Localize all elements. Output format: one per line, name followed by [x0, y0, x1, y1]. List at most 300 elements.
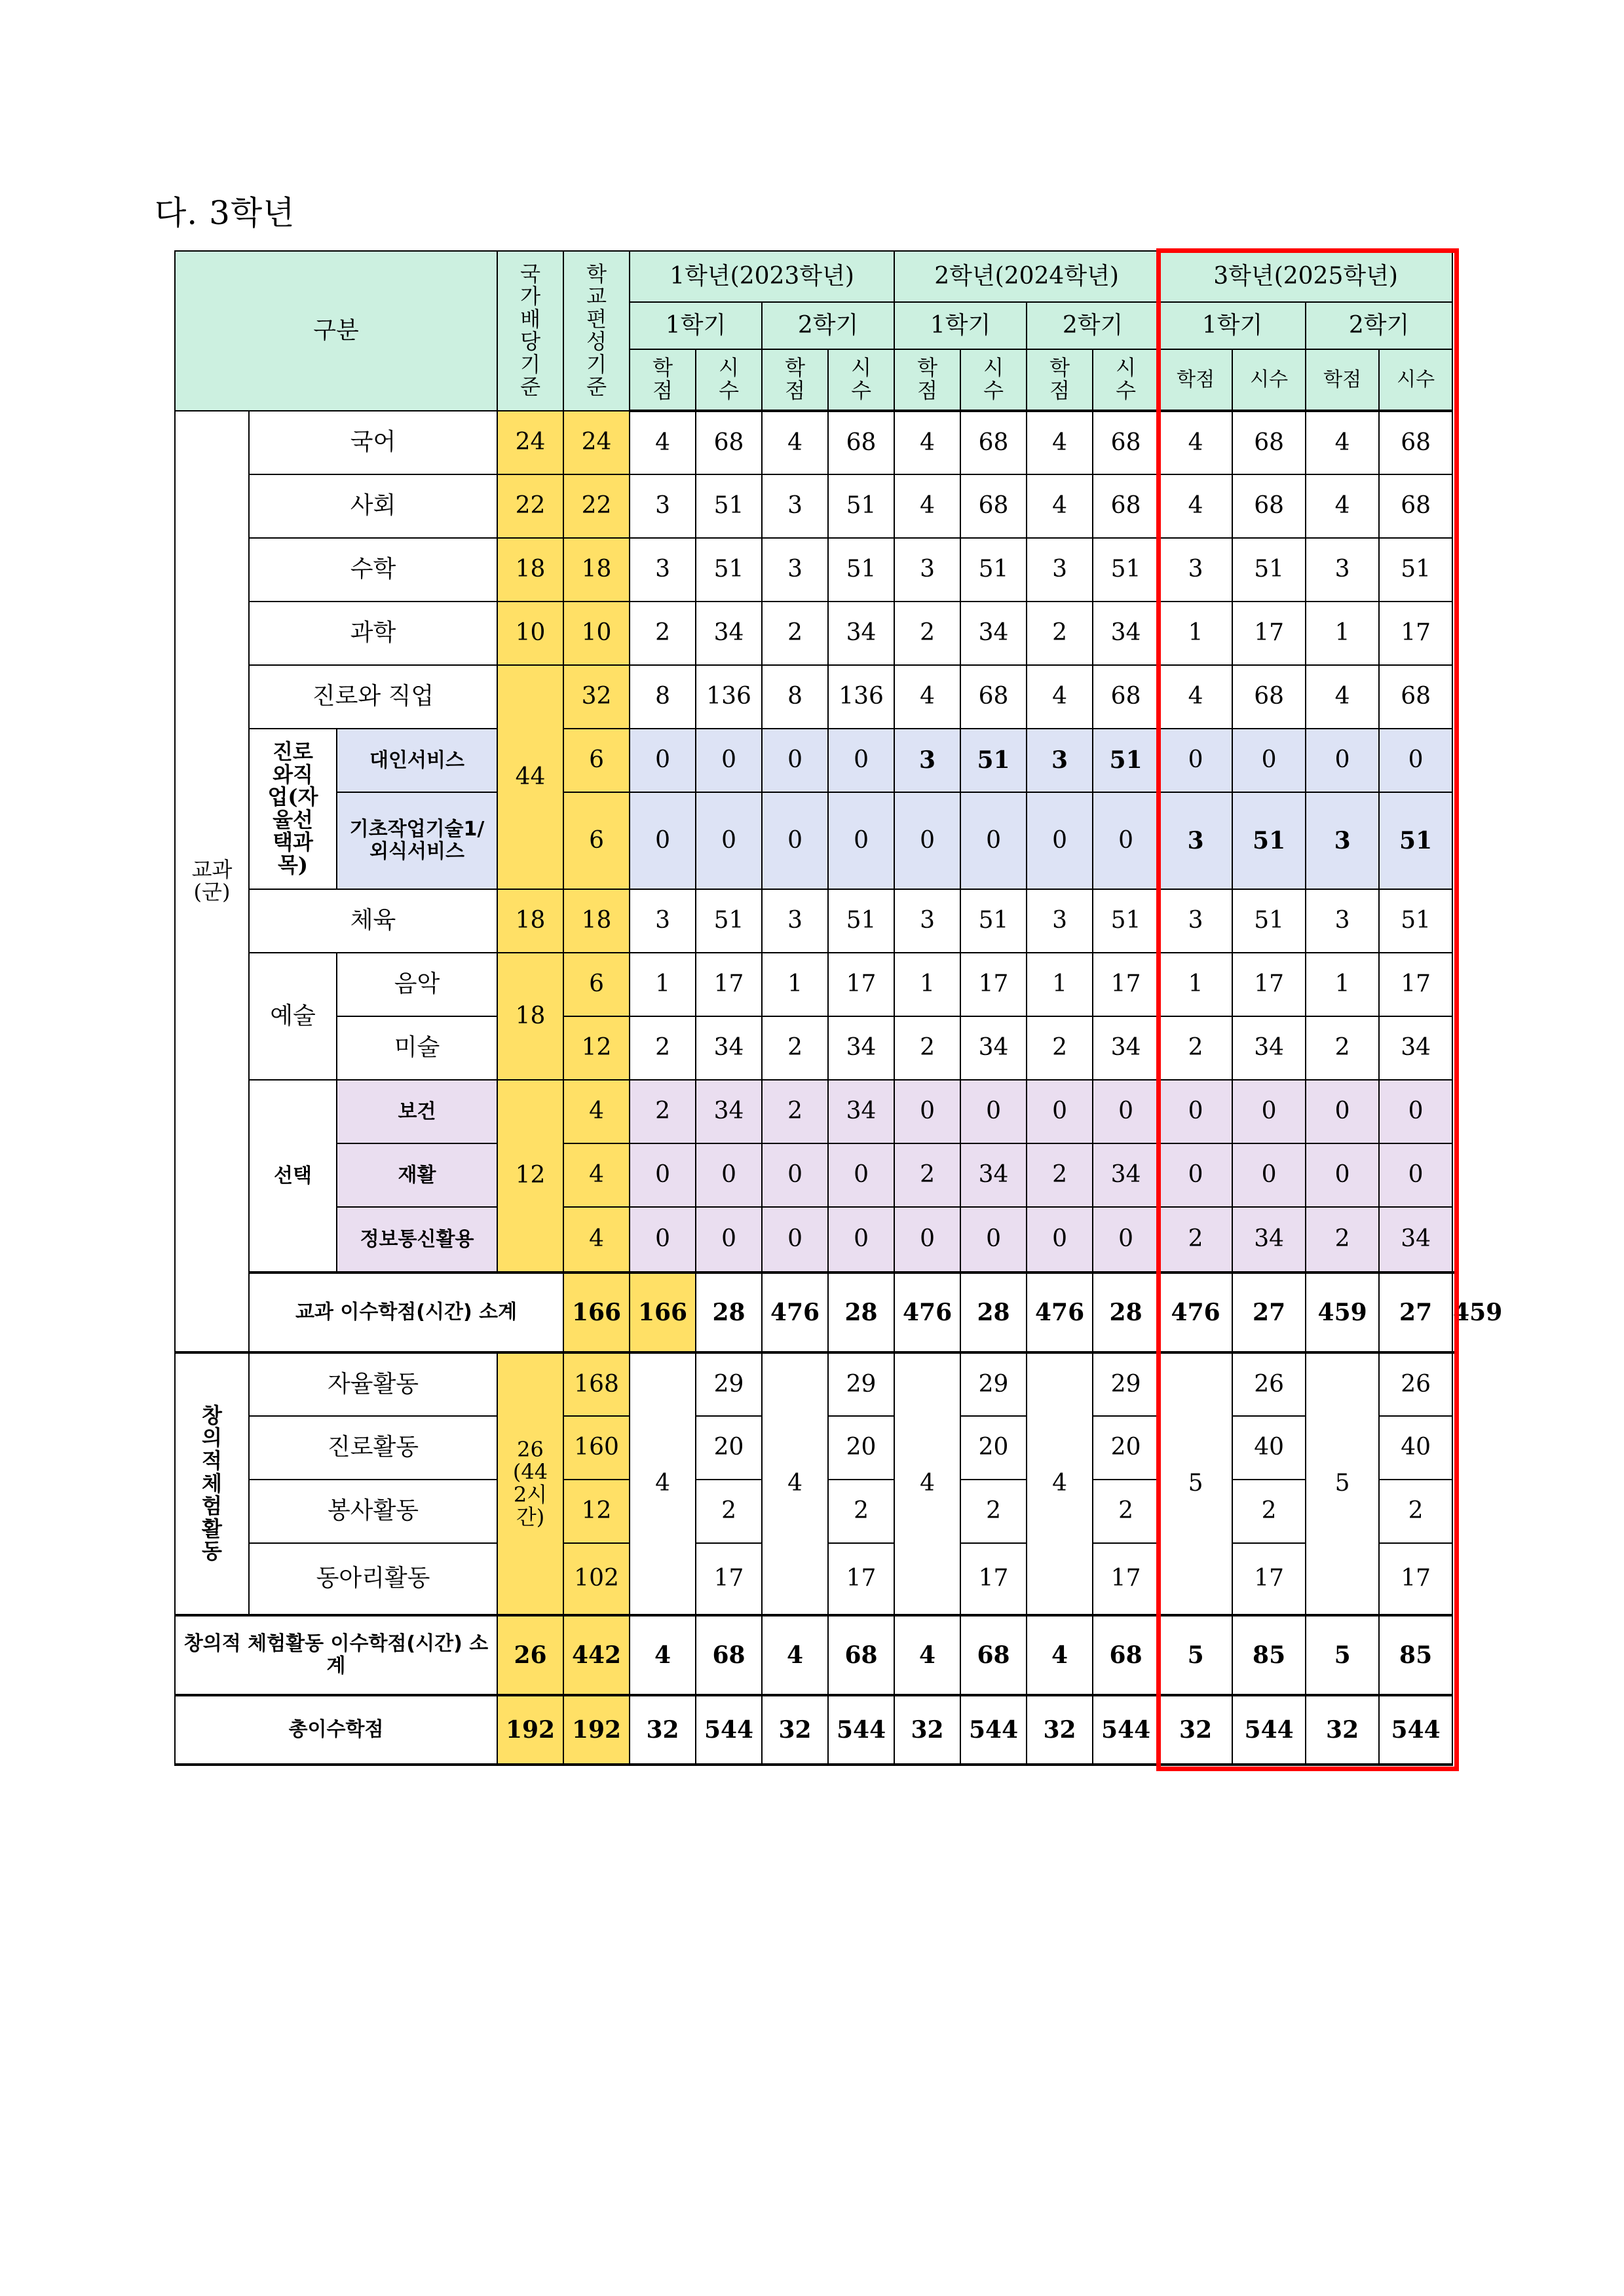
- hours-cell: 0: [828, 729, 894, 792]
- credit-cell: 0: [1027, 1207, 1093, 1272]
- hours-cell: 136: [696, 665, 762, 729]
- credit-cell: 4: [630, 411, 696, 474]
- hours-cell: 17: [960, 953, 1027, 1016]
- credit-cell: 4: [1159, 665, 1232, 729]
- hours-cell: 0: [828, 1207, 894, 1272]
- row-label: 봉사활동: [249, 1480, 497, 1543]
- national-cell: 22: [497, 474, 563, 538]
- hours-cell: 0: [1232, 1080, 1306, 1143]
- hours-cell: 51: [1379, 889, 1452, 953]
- school-cell: 4: [563, 1143, 630, 1207]
- header-school-standard: 학교편성기준: [563, 251, 630, 411]
- group-arts: 예술: [249, 953, 337, 1080]
- hours-cell: 0: [960, 1080, 1027, 1143]
- hours-cell: 68: [1093, 411, 1159, 474]
- credit-cell: 3: [1159, 538, 1232, 602]
- credit-cell: 2: [894, 602, 960, 665]
- credit-cell: 5: [1306, 1352, 1379, 1615]
- hours-cell: 34: [1379, 1016, 1452, 1080]
- credit-cell: 3: [762, 474, 828, 538]
- hours-cell: 29: [960, 1352, 1027, 1416]
- credit-cell: 0: [762, 792, 828, 889]
- hours-cell: 544: [828, 1695, 894, 1765]
- hours-cell: 0: [1093, 792, 1159, 889]
- header-semester: 2학기: [762, 302, 894, 349]
- hours-cell: 51: [696, 474, 762, 538]
- header-category: 구분: [175, 251, 497, 411]
- hours-cell: 0: [1379, 729, 1452, 792]
- hours-cell: 0: [1379, 1080, 1452, 1143]
- credit-cell: 4: [894, 665, 960, 729]
- national-cell: 18: [497, 538, 563, 602]
- hours-cell: 17: [1093, 1543, 1159, 1615]
- hours-cell: 2: [1232, 1480, 1306, 1543]
- row-label: 수학: [249, 538, 497, 602]
- table-row: [175, 1207, 1458, 1272]
- credit-cell: 3: [1027, 538, 1093, 602]
- credit-cell: 3: [762, 889, 828, 953]
- credit-cell: 1: [762, 953, 828, 1016]
- credit-cell: 4: [894, 1352, 960, 1615]
- hours-cell: 51: [1093, 889, 1159, 953]
- total-row: [175, 1695, 1458, 1765]
- hours-cell: 34: [696, 1080, 762, 1143]
- subtotal-row: [175, 1272, 1458, 1352]
- credit-cell: 2: [1306, 1016, 1379, 1080]
- row-label: 진로와 직업: [249, 665, 497, 729]
- curriculum-table: [174, 250, 1503, 1766]
- credit-cell: 3: [894, 538, 960, 602]
- credit-cell: 0: [894, 1207, 960, 1272]
- hours-cell: 85: [1232, 1615, 1306, 1695]
- school-cell: 442: [563, 1615, 630, 1695]
- hours-cell: 51: [960, 889, 1027, 953]
- hours-cell: 34: [1232, 1207, 1306, 1272]
- group-elective: 선택: [249, 1080, 337, 1272]
- hours-cell: 51: [828, 538, 894, 602]
- table-row: [175, 602, 1458, 665]
- hours-cell: 17: [1379, 953, 1452, 1016]
- table-row: [175, 665, 1458, 729]
- hours-cell: 0: [1093, 1080, 1159, 1143]
- credit-cell: 2: [762, 1080, 828, 1143]
- table-row: [175, 889, 1458, 953]
- hours-cell: 51: [828, 474, 894, 538]
- national-cell-elective: 12: [497, 1080, 563, 1272]
- hours-cell: 0: [696, 792, 762, 889]
- credit-cell: 4: [630, 1615, 696, 1695]
- row-label: 대인서비스: [337, 729, 497, 792]
- school-cell: 168: [563, 1352, 630, 1416]
- credit-cell: 2: [1306, 1207, 1379, 1272]
- credit-cell: 0: [630, 1143, 696, 1207]
- credit-cell: 2: [1027, 602, 1093, 665]
- credit-cell: 4: [762, 1615, 828, 1695]
- hours-cell: 29: [696, 1352, 762, 1416]
- national-cell: 24: [497, 411, 563, 474]
- header-semester: 2학기: [1027, 302, 1159, 349]
- credit-cell: 4: [1027, 474, 1093, 538]
- hours-cell: 544: [1232, 1695, 1306, 1765]
- hours-cell: 34: [960, 602, 1027, 665]
- hours-cell: 26: [1232, 1352, 1306, 1416]
- hours-cell: 17: [1232, 602, 1306, 665]
- national-cell: 18: [497, 889, 563, 953]
- school-cell: 166: [630, 1272, 696, 1352]
- credit-cell: 4: [1027, 1352, 1093, 1615]
- credit-cell: 1: [1306, 602, 1379, 665]
- hours-cell: 34: [960, 1016, 1027, 1080]
- row-label: 기초작업기술1/ 외식서비스: [337, 792, 497, 889]
- table-row: [175, 474, 1458, 538]
- credit-cell: 3: [894, 729, 960, 792]
- hours-cell: 34: [828, 602, 894, 665]
- table-row: [175, 953, 1458, 1016]
- credit-cell: 32: [762, 1695, 828, 1765]
- credit-cell: 4: [1027, 1615, 1093, 1695]
- row-label: 과학: [249, 602, 497, 665]
- hours-cell: 51: [960, 729, 1027, 792]
- hours-cell: 17: [696, 1543, 762, 1615]
- credit-cell: 2: [1159, 1016, 1232, 1080]
- header-year-1: 1학년(2023학년): [630, 251, 894, 302]
- credit-cell: 2: [630, 602, 696, 665]
- credit-cell: 0: [1027, 792, 1093, 889]
- hours-cell: 17: [828, 953, 894, 1016]
- group-subject: 교과(군): [175, 411, 249, 1352]
- credit-cell: 2: [1159, 1207, 1232, 1272]
- credit-cell: 1: [1159, 602, 1232, 665]
- header-credit: 학점: [762, 349, 828, 411]
- credit-cell: 4: [1306, 411, 1379, 474]
- credit-cell: 0: [1027, 1080, 1093, 1143]
- credit-cell: 4: [630, 1352, 696, 1615]
- creative-row: [175, 1352, 1458, 1416]
- credit-cell: 1: [1306, 953, 1379, 1016]
- school-cell: 12: [563, 1016, 630, 1080]
- header-credit: 학점: [894, 349, 960, 411]
- credit-cell: 2: [630, 1016, 696, 1080]
- school-cell: 10: [563, 602, 630, 665]
- hours-cell: 68: [1232, 474, 1306, 538]
- credit-cell: 3: [1306, 538, 1379, 602]
- credit-cell: 28: [696, 1272, 762, 1352]
- header-credit: 학점: [1306, 349, 1379, 411]
- credit-cell: 0: [1159, 729, 1232, 792]
- national-cell: 26: [497, 1615, 563, 1695]
- hours-cell: 34: [696, 1016, 762, 1080]
- hours-cell: 0: [1232, 729, 1306, 792]
- hours-cell: 68: [1093, 1615, 1159, 1695]
- hours-cell: 0: [696, 729, 762, 792]
- school-cell: 160: [563, 1416, 630, 1480]
- row-label: 자율활동: [249, 1352, 497, 1416]
- credit-cell: 32: [1027, 1695, 1093, 1765]
- credit-cell: 1: [894, 953, 960, 1016]
- row-label: 동아리활동: [249, 1543, 497, 1615]
- credit-cell: 3: [1159, 792, 1232, 889]
- credit-cell: 4: [1027, 665, 1093, 729]
- hours-cell: 40: [1232, 1416, 1306, 1480]
- creative-subtotal-label: 창의적 체험활동 이수학점(시간) 소계: [175, 1615, 497, 1695]
- hours-cell: 68: [1093, 665, 1159, 729]
- hours-cell: 544: [960, 1695, 1027, 1765]
- total-label: 총이수학점: [175, 1695, 497, 1765]
- hours-cell: 26: [1379, 1352, 1452, 1416]
- header-hours: 시수: [1232, 349, 1306, 411]
- hours-cell: 51: [960, 538, 1027, 602]
- credit-cell: 27: [1232, 1272, 1306, 1352]
- hours-cell: 68: [696, 411, 762, 474]
- credit-cell: 0: [1159, 1080, 1232, 1143]
- header-year-3: 3학년(2025학년): [1159, 251, 1452, 302]
- hours-cell: 51: [696, 538, 762, 602]
- credit-cell: 8: [630, 665, 696, 729]
- hours-cell: 2: [696, 1480, 762, 1543]
- hours-cell: 0: [960, 1207, 1027, 1272]
- school-cell: 22: [563, 474, 630, 538]
- credit-cell: 3: [630, 538, 696, 602]
- credit-cell: 0: [630, 792, 696, 889]
- national-cell-arts: 18: [497, 953, 563, 1080]
- hours-cell: 20: [960, 1416, 1027, 1480]
- hours-cell: 68: [1093, 474, 1159, 538]
- credit-cell: 2: [894, 1143, 960, 1207]
- hours-cell: 68: [1379, 411, 1452, 474]
- hours-cell: 68: [960, 1615, 1027, 1695]
- header-semester: 1학기: [1159, 302, 1306, 349]
- group-creative: 창의적체험활동: [175, 1352, 249, 1615]
- header-national-standard: 국가배당기준: [497, 251, 563, 411]
- hours-cell: 2: [960, 1480, 1027, 1543]
- credit-cell: 8: [762, 665, 828, 729]
- credit-cell: 0: [762, 1207, 828, 1272]
- hours-cell: 34: [1093, 1016, 1159, 1080]
- hours-cell: 544: [696, 1695, 762, 1765]
- credit-cell: 0: [894, 792, 960, 889]
- hours-cell: 51: [1232, 889, 1306, 953]
- hours-cell: 20: [828, 1416, 894, 1480]
- hours-cell: 85: [1379, 1615, 1452, 1695]
- national-cell: 192: [497, 1695, 563, 1765]
- credit-cell: 4: [1159, 411, 1232, 474]
- credit-cell: 3: [1027, 729, 1093, 792]
- hours-cell: 17: [696, 953, 762, 1016]
- hours-cell: 0: [1379, 1143, 1452, 1207]
- credit-cell: 3: [1027, 889, 1093, 953]
- hours-cell: 51: [1232, 792, 1306, 889]
- hours-cell: 68: [960, 411, 1027, 474]
- credit-cell: 0: [1306, 1143, 1379, 1207]
- header-year-2: 2학년(2024학년): [894, 251, 1159, 302]
- table-row: [175, 1016, 1458, 1080]
- credit-cell: 0: [762, 729, 828, 792]
- national-cell-creative: 26(442시간): [497, 1352, 563, 1615]
- hours-cell: 2: [828, 1480, 894, 1543]
- hours-cell: 459: [1452, 1272, 1458, 1352]
- school-cell: 6: [563, 729, 630, 792]
- hours-cell: 34: [1093, 1143, 1159, 1207]
- hours-cell: 68: [960, 474, 1027, 538]
- header-semester: 2학기: [1306, 302, 1452, 349]
- national-cell: 10: [497, 602, 563, 665]
- section-heading: 다. 3학년: [155, 194, 295, 232]
- hours-cell: 34: [1379, 1207, 1452, 1272]
- table-row: [175, 729, 1458, 792]
- credit-cell: 4: [762, 411, 828, 474]
- row-label: 사회: [249, 474, 497, 538]
- row-label: 음악: [337, 953, 497, 1016]
- school-cell: 102: [563, 1543, 630, 1615]
- hours-cell: 34: [828, 1016, 894, 1080]
- hours-cell: 476: [1027, 1272, 1093, 1352]
- group-career-elective: 진로와직업(자율선택과목): [249, 729, 337, 889]
- credit-cell: 3: [1306, 889, 1379, 953]
- table-row: [175, 1080, 1458, 1143]
- credit-cell: 5: [1159, 1615, 1232, 1695]
- credit-cell: 0: [894, 1080, 960, 1143]
- hours-cell: 68: [960, 665, 1027, 729]
- header-hours: 시수: [828, 349, 894, 411]
- credit-cell: 27: [1379, 1272, 1452, 1352]
- hours-cell: 544: [1093, 1695, 1159, 1765]
- header-semester: 1학기: [894, 302, 1027, 349]
- hours-cell: 68: [828, 411, 894, 474]
- credit-cell: 0: [630, 729, 696, 792]
- row-label: 체육: [249, 889, 497, 953]
- credit-cell: 2: [1027, 1016, 1093, 1080]
- credit-cell: 5: [1159, 1352, 1232, 1615]
- hours-cell: 51: [1232, 538, 1306, 602]
- credit-cell: 4: [894, 474, 960, 538]
- hours-cell: 40: [1379, 1416, 1452, 1480]
- hours-cell: 0: [696, 1143, 762, 1207]
- row-label: 미술: [337, 1016, 497, 1080]
- row-label: 보건: [337, 1080, 497, 1143]
- header-credit: 학점: [1027, 349, 1093, 411]
- school-cell: 192: [563, 1695, 630, 1765]
- school-cell: 18: [563, 538, 630, 602]
- table-row: [175, 792, 1458, 889]
- hours-cell: 51: [1093, 729, 1159, 792]
- credit-cell: 2: [630, 1080, 696, 1143]
- hours-cell: 17: [1093, 953, 1159, 1016]
- hours-cell: 20: [696, 1416, 762, 1480]
- header-hours: 시수: [960, 349, 1027, 411]
- credit-cell: 28: [1093, 1272, 1159, 1352]
- hours-cell: 51: [1379, 792, 1452, 889]
- header-hours: 시수: [1379, 349, 1452, 411]
- school-cell: 6: [563, 953, 630, 1016]
- credit-cell: 32: [1159, 1695, 1232, 1765]
- row-label: 재활: [337, 1143, 497, 1207]
- hours-cell: 0: [960, 792, 1027, 889]
- credit-cell: 4: [1159, 474, 1232, 538]
- credit-cell: 32: [894, 1695, 960, 1765]
- school-cell: 18: [563, 889, 630, 953]
- credit-cell: 0: [1306, 729, 1379, 792]
- hours-cell: 136: [828, 665, 894, 729]
- header-credit: 학점: [630, 349, 696, 411]
- hours-cell: 2: [1093, 1480, 1159, 1543]
- hours-cell: 17: [960, 1543, 1027, 1615]
- hours-cell: 17: [1379, 602, 1452, 665]
- credit-cell: 0: [1306, 1080, 1379, 1143]
- school-cell: 4: [563, 1207, 630, 1272]
- header-hours: 시수: [696, 349, 762, 411]
- hours-cell: 68: [1232, 665, 1306, 729]
- hours-cell: 544: [1379, 1695, 1452, 1765]
- hours-cell: 34: [960, 1143, 1027, 1207]
- credit-cell: 2: [762, 602, 828, 665]
- credit-cell: 4: [762, 1352, 828, 1615]
- credit-cell: 4: [1306, 665, 1379, 729]
- hours-cell: 68: [828, 1615, 894, 1695]
- credit-cell: 4: [894, 1615, 960, 1695]
- hours-cell: 0: [1093, 1207, 1159, 1272]
- hours-cell: 476: [1159, 1272, 1232, 1352]
- hours-cell: 2: [1379, 1480, 1452, 1543]
- header-credit: 학점: [1159, 349, 1232, 411]
- credit-cell: 28: [960, 1272, 1027, 1352]
- hours-cell: 459: [1306, 1272, 1379, 1352]
- row-label: 진로활동: [249, 1416, 497, 1480]
- hours-cell: 17: [828, 1543, 894, 1615]
- hours-cell: 0: [828, 1143, 894, 1207]
- credit-cell: 4: [894, 411, 960, 474]
- school-cell: 32: [563, 665, 630, 729]
- hours-cell: 68: [696, 1615, 762, 1695]
- hours-cell: 51: [1379, 538, 1452, 602]
- credit-cell: 0: [630, 1207, 696, 1272]
- table-row: [175, 538, 1458, 602]
- credit-cell: 4: [1306, 474, 1379, 538]
- creative-subtotal-row: [175, 1615, 1458, 1695]
- credit-cell: 1: [1027, 953, 1093, 1016]
- hours-cell: 34: [696, 602, 762, 665]
- hours-cell: 68: [1379, 665, 1452, 729]
- national-cell: 166: [563, 1272, 630, 1352]
- credit-cell: 0: [1159, 1143, 1232, 1207]
- national-cell-career: 44: [497, 665, 563, 889]
- credit-cell: 3: [1159, 889, 1232, 953]
- hours-cell: 20: [1093, 1416, 1159, 1480]
- credit-cell: 3: [630, 474, 696, 538]
- school-cell: 4: [563, 1080, 630, 1143]
- hours-cell: 51: [828, 889, 894, 953]
- hours-cell: 17: [1232, 1543, 1306, 1615]
- hours-cell: 0: [696, 1207, 762, 1272]
- credit-cell: 3: [762, 538, 828, 602]
- credit-cell: 32: [1306, 1695, 1379, 1765]
- table-row: [175, 411, 1458, 474]
- hours-cell: 17: [1232, 953, 1306, 1016]
- credit-cell: 4: [1027, 411, 1093, 474]
- header-semester: 1학기: [630, 302, 762, 349]
- hours-cell: 34: [828, 1080, 894, 1143]
- credit-cell: 0: [762, 1143, 828, 1207]
- school-cell: 6: [563, 792, 630, 889]
- credit-cell: 2: [894, 1016, 960, 1080]
- credit-cell: 1: [630, 953, 696, 1016]
- hours-cell: 0: [828, 792, 894, 889]
- credit-cell: 2: [762, 1016, 828, 1080]
- table-row: [175, 1143, 1458, 1207]
- credit-cell: 3: [1306, 792, 1379, 889]
- credit-cell: 3: [894, 889, 960, 953]
- hours-cell: 68: [1232, 411, 1306, 474]
- subtotal-label: 교과 이수학점(시간) 소계: [249, 1272, 563, 1352]
